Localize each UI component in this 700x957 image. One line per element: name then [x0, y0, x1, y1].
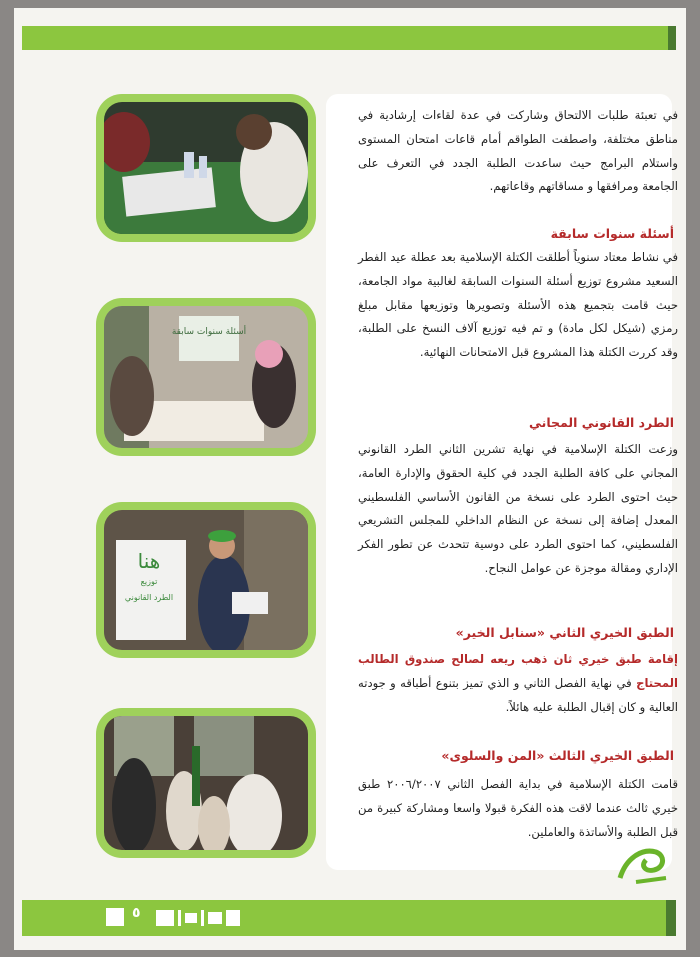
photo-charity-meal [96, 708, 316, 858]
paragraph-past-exams: في نشاط معتاد سنوياً أطلقت الكتلة الإسلامية بعد عطلة عيد الفطر السعيد مشروع توزيع أسئلة السنوات السابقة لغالبية مواد الجامعة، حيث قامت بتجميع هذه الأسئلة وتصويرها وتوزيعها مقابل مبلغ رمزي (شيكل لكل مادة) و تم فيه توزيع آلاف النسخ على الطلبة، وقد كررت الكتلة هذا المشروع قبل الامتحانات النهائية. [358, 250, 678, 360]
photo-scene [104, 102, 308, 234]
paragraph-legal-package: وزعت الكتلة الإسلامية في نهاية تشرين الثاني الطرد القانوني المجاني على كافة الطلبة الجدد في كلية الحقوق والإدارة العامة، حيث احتوى الطرد على نسخة من القانون الأساسي الفلسطيني المعدل إضافة إلى نسخة عن النظام الداخلي للمجلس التشريعي الفلسطيني، كما احتوى الطرد على دوسية تتحدث عن تطور الفكر الإداري ومقالة موجزة عن عوامل النجاح. [358, 442, 678, 575]
paragraph-second-dish-rest: في نهاية الفصل الثاني و الذي تميز بتنوع أطباقه و جودته العالية و كان إقبال الطلبة عليه هائلاً. [358, 675, 678, 714]
page-number: ٥ [132, 905, 141, 921]
photo-image [104, 716, 308, 850]
photo-image [104, 102, 308, 234]
heading-third-charity-dish: الطبق الخيري الثالث «المن والسلوى» [441, 748, 674, 763]
corner-logo [616, 838, 670, 886]
photo-image [104, 510, 308, 650]
photo-image [104, 306, 308, 448]
bottom-bar-strip [666, 900, 676, 936]
heading-free-legal-package: الطرد القانوني المجاني [529, 415, 674, 430]
page-marker-square [106, 908, 124, 926]
paragraph-second-charity-dish [358, 648, 678, 719]
photo-legal-package [96, 502, 316, 658]
paragraph-intro: في تعبئة طلبات الالتحاق وشاركت في عدة لقاءات إرشادية في مناطق مختلفة، واصطفت الطواقم أمام قاعات امتحان المستوى واستلام البرامج حيث ساعدت الطلبة الجدد في التعرف على الجامعة ومرافقها و مساقاتهم وقاعاتهم. [358, 108, 678, 194]
top-green-bar [22, 26, 676, 50]
poster-text: أسئلة سنوات سابقة [171, 327, 247, 337]
heading-past-exams: أسئلة سنوات سابقة [550, 226, 674, 241]
top-bar-strip [668, 26, 676, 50]
photo-scene [104, 510, 308, 650]
photo-scene [104, 716, 308, 850]
sign-line-1: هنا [137, 549, 161, 573]
heading-second-charity-dish: الطبق الخيري الثاني «سنابل الخير» [455, 625, 674, 640]
highlight-needy-student-fund: إقامة طبق خيري ثان ذهب ريعه لصالح صندوق الطالب المحتاج [358, 652, 678, 690]
photo-distribution-table [96, 298, 316, 456]
magazine-page [14, 8, 686, 950]
photo-scene [104, 306, 308, 448]
sign-line-3: الطرد القانوني [124, 593, 174, 602]
paragraph-third-charity-dish: قامت الكتلة الإسلامية في بداية الفصل الثاني ٢٠٠٦/٢٠٠٧ طبق خيري ثالث عندما لاقت هذه الفكرة قبولا واسعا ومشاركة كبيرة من قبل الطلبة والأساتذة والعاملين. [358, 777, 678, 839]
photo-students-desk [96, 94, 316, 242]
footer-brand-mark [156, 907, 240, 929]
sign-line-2: توزيع [140, 577, 158, 586]
